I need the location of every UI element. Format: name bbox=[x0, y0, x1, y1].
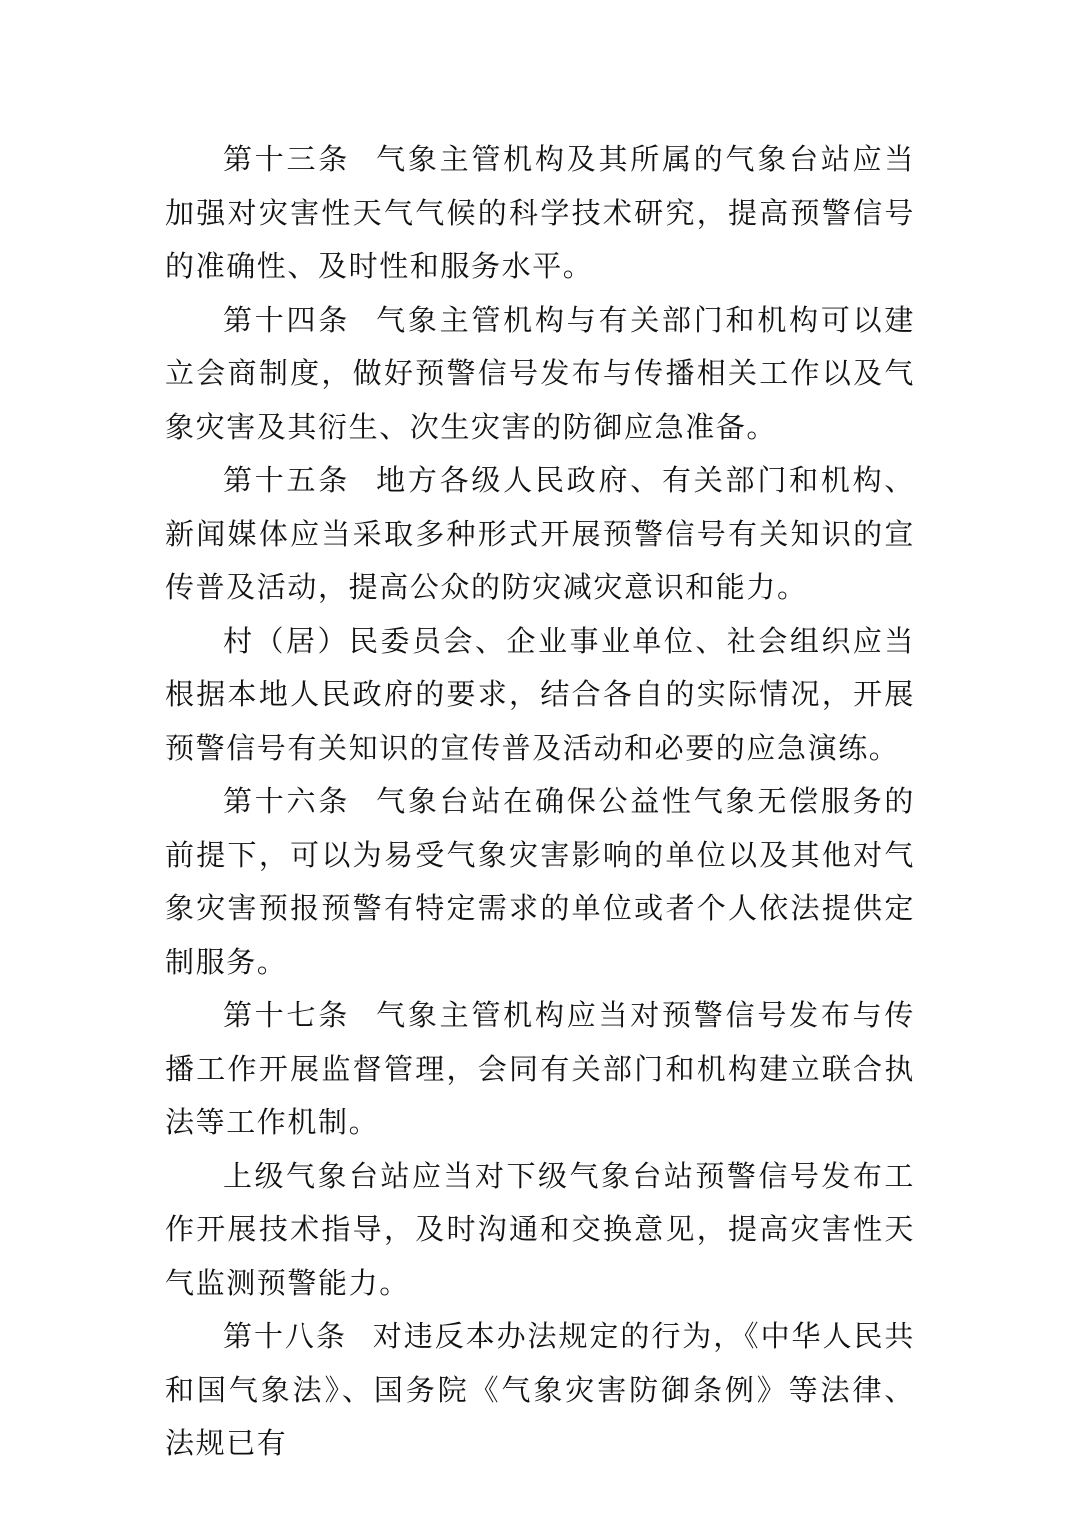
article-15-paragraph-2 bbox=[165, 615, 915, 776]
article-17-text: 气象主管机构应当对预警信号发布与传播工作开展监督管理，会同有关部门和机构建立联合执法等工作机制。 bbox=[165, 998, 916, 1139]
article-15-heading: 第十五条 bbox=[223, 463, 351, 497]
document-body bbox=[165, 133, 915, 1471]
article-16-text: 气象台站在确保公益性气象无偿服务的前提下，可以为易受气象灾害影响的单位以及其他对气象灾害预报预警有特定需求的单位或者个人依法提供定制服务。 bbox=[165, 784, 916, 979]
article-15-text-2: 村（居）民委员会、企业事业单位、社会组织应当根据本地人民政府的要求，结合各自的实际情况，开展预警信号有关知识的宣传普及活动和必要的应急演练。 bbox=[165, 623, 915, 765]
article-14-paragraph bbox=[165, 294, 915, 455]
article-18-heading: 第十八条 bbox=[223, 1319, 347, 1353]
article-13-paragraph bbox=[165, 133, 915, 294]
article-15-text: 地方各级人民政府、有关部门和机构、新闻媒体应当采取多种形式开展预警信号有关知识的宣传普及活动，提高公众的防灾减灾意识和能力。 bbox=[165, 463, 916, 604]
article-18-paragraph bbox=[165, 1310, 915, 1471]
article-17-paragraph bbox=[165, 989, 915, 1150]
article-14-text: 气象主管机构与有关部门和机构可以建立会商制度，做好预警信号发布与传播相关工作以及气象灾害及其衍生、次生灾害的防御应急准备。 bbox=[165, 302, 916, 444]
article-16-heading: 第十六条 bbox=[223, 784, 351, 818]
article-14-heading: 第十四条 bbox=[223, 302, 351, 337]
article-17-paragraph-2 bbox=[165, 1150, 915, 1311]
article-17-heading: 第十七条 bbox=[223, 998, 351, 1032]
article-15-paragraph bbox=[165, 454, 915, 615]
article-13-heading: 第十三条 bbox=[223, 142, 351, 176]
article-16-paragraph bbox=[165, 775, 915, 989]
article-18-text: 对违反本办法规定的行为，《中华人民共和国气象法》、国务院《气象灾害防御条例》等法律、法规已有 bbox=[165, 1319, 915, 1460]
article-13-text: 气象主管机构及其所属的气象台站应当加强对灾害性天气气候的科学技术研究，提高预警信号的准确性、及时性和服务水平。 bbox=[165, 142, 916, 283]
article-17-text-2: 上级气象台站应当对下级气象台站预警信号发布工作开展技术指导，及时沟通和交换意见，提高灾害性天气监测预警能力。 bbox=[165, 1158, 915, 1300]
